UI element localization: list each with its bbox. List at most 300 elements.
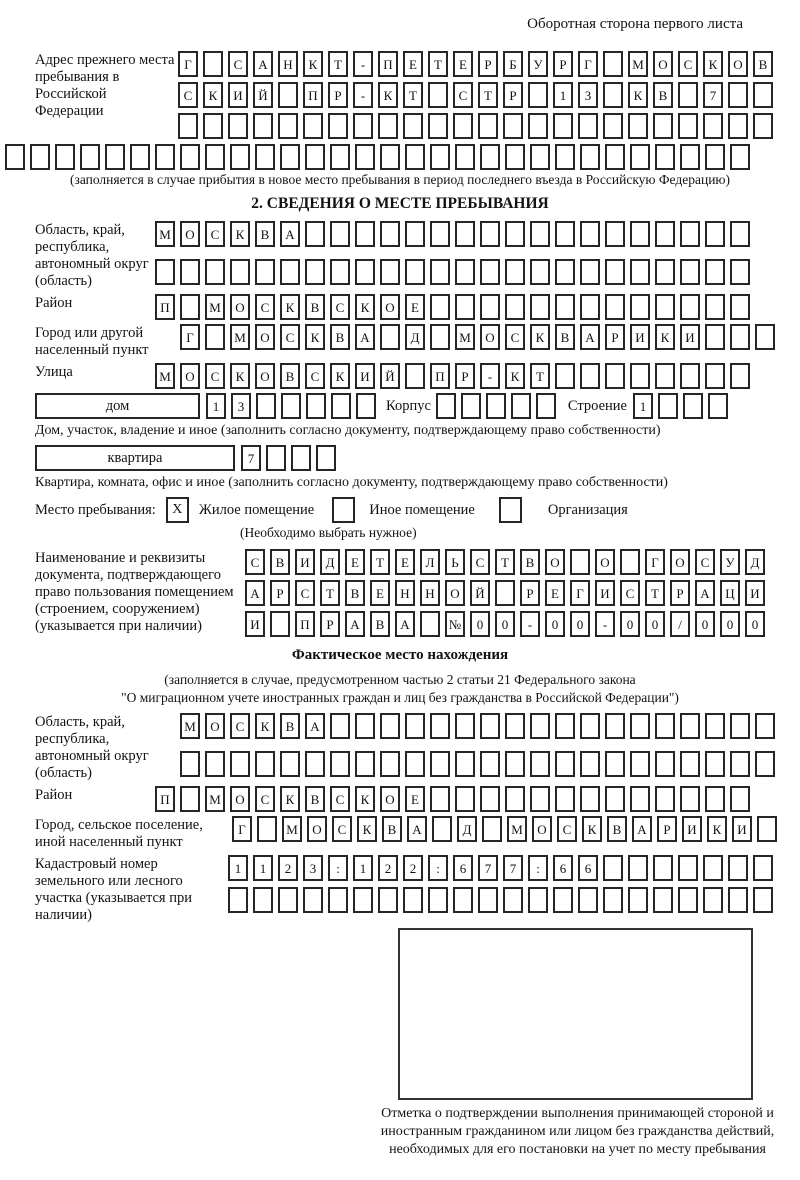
char-cell[interactable] bbox=[205, 144, 225, 170]
char-cell[interactable]: 2 bbox=[378, 855, 398, 881]
char-cell[interactable]: А bbox=[395, 611, 415, 637]
char-cell[interactable] bbox=[705, 221, 725, 247]
char-cell[interactable] bbox=[478, 113, 498, 139]
char-cell[interactable] bbox=[730, 751, 750, 777]
char-cell[interactable]: У bbox=[720, 549, 740, 575]
char-cell[interactable] bbox=[730, 324, 750, 350]
char-cell[interactable]: Р bbox=[605, 324, 625, 350]
char-cell[interactable]: В bbox=[753, 51, 773, 77]
char-cell[interactable]: О bbox=[728, 51, 748, 77]
char-cell[interactable]: 0 bbox=[470, 611, 490, 637]
organization-checkbox[interactable] bbox=[499, 497, 522, 523]
char-cell[interactable] bbox=[505, 751, 525, 777]
char-cell[interactable] bbox=[655, 221, 675, 247]
char-cell[interactable] bbox=[480, 221, 500, 247]
char-cell[interactable] bbox=[253, 887, 273, 913]
char-cell[interactable]: И bbox=[682, 816, 702, 842]
char-cell[interactable] bbox=[530, 713, 550, 739]
char-cell[interactable]: М bbox=[205, 294, 225, 320]
char-cell[interactable] bbox=[203, 113, 223, 139]
char-cell[interactable]: М bbox=[155, 221, 175, 247]
char-cell[interactable] bbox=[705, 786, 725, 812]
char-cell[interactable] bbox=[430, 713, 450, 739]
char-cell[interactable]: 0 bbox=[495, 611, 515, 637]
char-cell[interactable]: О bbox=[205, 713, 225, 739]
char-cell[interactable] bbox=[728, 855, 748, 881]
char-cell[interactable] bbox=[403, 113, 423, 139]
char-cell[interactable]: - bbox=[595, 611, 615, 637]
char-cell[interactable] bbox=[555, 294, 575, 320]
char-cell[interactable] bbox=[705, 324, 725, 350]
char-cell[interactable] bbox=[255, 144, 275, 170]
char-cell[interactable]: О bbox=[380, 786, 400, 812]
char-cell[interactable]: Р bbox=[553, 51, 573, 77]
char-cell[interactable]: К bbox=[255, 713, 275, 739]
char-cell[interactable]: 7 bbox=[503, 855, 523, 881]
char-cell[interactable] bbox=[105, 144, 125, 170]
char-cell[interactable]: К bbox=[530, 324, 550, 350]
char-cell[interactable]: - bbox=[480, 363, 500, 389]
char-cell[interactable] bbox=[680, 751, 700, 777]
char-cell[interactable] bbox=[553, 113, 573, 139]
char-cell[interactable]: Д bbox=[745, 549, 765, 575]
char-cell[interactable] bbox=[730, 786, 750, 812]
char-cell[interactable] bbox=[658, 393, 678, 419]
char-cell[interactable]: А bbox=[345, 611, 365, 637]
char-cell[interactable]: Р bbox=[328, 82, 348, 108]
char-cell[interactable] bbox=[305, 221, 325, 247]
char-cell[interactable] bbox=[655, 144, 675, 170]
char-cell[interactable] bbox=[753, 82, 773, 108]
char-cell[interactable] bbox=[603, 887, 623, 913]
char-cell[interactable] bbox=[430, 786, 450, 812]
char-cell[interactable] bbox=[628, 887, 648, 913]
char-cell[interactable]: Т bbox=[495, 549, 515, 575]
char-cell[interactable]: С bbox=[295, 580, 315, 606]
char-cell[interactable] bbox=[555, 221, 575, 247]
residential-checkbox[interactable]: X bbox=[166, 497, 189, 523]
char-cell[interactable] bbox=[405, 751, 425, 777]
char-cell[interactable]: О bbox=[230, 786, 250, 812]
char-cell[interactable]: К bbox=[703, 51, 723, 77]
char-cell[interactable] bbox=[180, 144, 200, 170]
char-cell[interactable]: У bbox=[528, 51, 548, 77]
char-cell[interactable] bbox=[530, 259, 550, 285]
char-cell[interactable]: С bbox=[280, 324, 300, 350]
char-cell[interactable]: О bbox=[670, 549, 690, 575]
char-cell[interactable] bbox=[430, 221, 450, 247]
char-cell[interactable] bbox=[378, 113, 398, 139]
char-cell[interactable]: Г bbox=[578, 51, 598, 77]
char-cell[interactable]: Е bbox=[453, 51, 473, 77]
char-cell[interactable]: - bbox=[353, 51, 373, 77]
char-cell[interactable] bbox=[432, 816, 452, 842]
char-cell[interactable]: М bbox=[180, 713, 200, 739]
char-cell[interactable] bbox=[653, 113, 673, 139]
char-cell[interactable]: Г bbox=[570, 580, 590, 606]
char-cell[interactable]: М bbox=[628, 51, 648, 77]
char-cell[interactable]: П bbox=[295, 611, 315, 637]
char-cell[interactable] bbox=[480, 294, 500, 320]
char-cell[interactable] bbox=[330, 221, 350, 247]
char-cell[interactable] bbox=[355, 144, 375, 170]
char-cell[interactable] bbox=[405, 259, 425, 285]
char-cell[interactable]: А bbox=[280, 221, 300, 247]
char-cell[interactable]: 1 bbox=[206, 393, 226, 419]
char-cell[interactable] bbox=[5, 144, 25, 170]
char-cell[interactable] bbox=[530, 751, 550, 777]
char-cell[interactable] bbox=[503, 887, 523, 913]
char-cell[interactable] bbox=[303, 113, 323, 139]
char-cell[interactable] bbox=[530, 144, 550, 170]
char-cell[interactable]: : bbox=[528, 855, 548, 881]
char-cell[interactable]: И bbox=[295, 549, 315, 575]
char-cell[interactable]: С bbox=[230, 713, 250, 739]
char-cell[interactable] bbox=[528, 113, 548, 139]
char-cell[interactable]: И bbox=[228, 82, 248, 108]
char-cell[interactable] bbox=[205, 259, 225, 285]
char-cell[interactable]: С bbox=[470, 549, 490, 575]
char-cell[interactable] bbox=[380, 713, 400, 739]
char-cell[interactable]: 1 bbox=[253, 855, 273, 881]
char-cell[interactable] bbox=[405, 713, 425, 739]
char-cell[interactable] bbox=[680, 221, 700, 247]
char-cell[interactable] bbox=[405, 221, 425, 247]
char-cell[interactable]: Т bbox=[530, 363, 550, 389]
char-cell[interactable] bbox=[278, 887, 298, 913]
char-cell[interactable]: С bbox=[178, 82, 198, 108]
char-cell[interactable] bbox=[455, 713, 475, 739]
char-cell[interactable] bbox=[330, 259, 350, 285]
char-cell[interactable]: Е bbox=[405, 786, 425, 812]
char-cell[interactable] bbox=[480, 786, 500, 812]
char-cell[interactable] bbox=[305, 144, 325, 170]
char-cell[interactable]: А bbox=[580, 324, 600, 350]
char-cell[interactable] bbox=[330, 751, 350, 777]
char-cell[interactable]: 7 bbox=[478, 855, 498, 881]
char-cell[interactable] bbox=[630, 363, 650, 389]
char-cell[interactable]: 0 bbox=[545, 611, 565, 637]
char-cell[interactable] bbox=[680, 259, 700, 285]
char-cell[interactable] bbox=[580, 786, 600, 812]
char-cell[interactable] bbox=[530, 221, 550, 247]
char-cell[interactable] bbox=[495, 580, 515, 606]
char-cell[interactable]: В bbox=[370, 611, 390, 637]
char-cell[interactable]: П bbox=[378, 51, 398, 77]
char-cell[interactable]: О bbox=[180, 363, 200, 389]
char-cell[interactable] bbox=[555, 713, 575, 739]
char-cell[interactable]: М bbox=[455, 324, 475, 350]
char-cell[interactable] bbox=[678, 855, 698, 881]
char-cell[interactable] bbox=[256, 393, 276, 419]
char-cell[interactable]: С bbox=[453, 82, 473, 108]
char-cell[interactable] bbox=[730, 363, 750, 389]
char-cell[interactable]: 1 bbox=[353, 855, 373, 881]
char-cell[interactable] bbox=[753, 113, 773, 139]
char-cell[interactable] bbox=[655, 259, 675, 285]
char-cell[interactable]: А bbox=[253, 51, 273, 77]
char-cell[interactable] bbox=[80, 144, 100, 170]
char-cell[interactable]: О bbox=[480, 324, 500, 350]
char-cell[interactable] bbox=[155, 259, 175, 285]
char-cell[interactable]: Н bbox=[278, 51, 298, 77]
char-cell[interactable]: К bbox=[280, 294, 300, 320]
char-cell[interactable] bbox=[353, 887, 373, 913]
char-cell[interactable] bbox=[728, 82, 748, 108]
char-cell[interactable] bbox=[280, 751, 300, 777]
char-cell[interactable] bbox=[728, 113, 748, 139]
char-cell[interactable] bbox=[605, 144, 625, 170]
char-cell[interactable]: С bbox=[330, 294, 350, 320]
char-cell[interactable] bbox=[455, 259, 475, 285]
char-cell[interactable]: О bbox=[545, 549, 565, 575]
char-cell[interactable]: К bbox=[303, 51, 323, 77]
char-cell[interactable]: Р bbox=[455, 363, 475, 389]
char-cell[interactable] bbox=[655, 751, 675, 777]
char-cell[interactable]: Г bbox=[232, 816, 252, 842]
char-cell[interactable]: И bbox=[595, 580, 615, 606]
char-cell[interactable] bbox=[555, 144, 575, 170]
char-cell[interactable] bbox=[378, 887, 398, 913]
char-cell[interactable]: С bbox=[255, 786, 275, 812]
char-cell[interactable]: : bbox=[328, 855, 348, 881]
char-cell[interactable]: В bbox=[305, 294, 325, 320]
char-cell[interactable] bbox=[482, 816, 502, 842]
char-cell[interactable] bbox=[730, 713, 750, 739]
char-cell[interactable]: С bbox=[505, 324, 525, 350]
char-cell[interactable]: Й bbox=[380, 363, 400, 389]
char-cell[interactable]: О bbox=[255, 363, 275, 389]
char-cell[interactable]: С bbox=[557, 816, 577, 842]
char-cell[interactable]: Р bbox=[670, 580, 690, 606]
char-cell[interactable]: И bbox=[355, 363, 375, 389]
char-cell[interactable] bbox=[505, 713, 525, 739]
char-cell[interactable] bbox=[536, 393, 556, 419]
char-cell[interactable] bbox=[205, 751, 225, 777]
char-cell[interactable]: О bbox=[595, 549, 615, 575]
char-cell[interactable] bbox=[270, 611, 290, 637]
char-cell[interactable]: А bbox=[355, 324, 375, 350]
char-cell[interactable] bbox=[655, 786, 675, 812]
char-cell[interactable] bbox=[580, 294, 600, 320]
char-cell[interactable] bbox=[230, 751, 250, 777]
char-cell[interactable] bbox=[281, 393, 301, 419]
char-cell[interactable] bbox=[453, 113, 473, 139]
char-cell[interactable]: С bbox=[205, 363, 225, 389]
char-cell[interactable] bbox=[530, 294, 550, 320]
char-cell[interactable] bbox=[605, 294, 625, 320]
char-cell[interactable] bbox=[203, 51, 223, 77]
char-cell[interactable]: № bbox=[445, 611, 465, 637]
char-cell[interactable] bbox=[603, 82, 623, 108]
char-cell[interactable] bbox=[580, 363, 600, 389]
char-cell[interactable]: П bbox=[155, 294, 175, 320]
char-cell[interactable] bbox=[605, 751, 625, 777]
char-cell[interactable]: Р bbox=[520, 580, 540, 606]
char-cell[interactable] bbox=[486, 393, 506, 419]
char-cell[interactable]: В bbox=[305, 786, 325, 812]
char-cell[interactable] bbox=[380, 751, 400, 777]
char-cell[interactable] bbox=[580, 221, 600, 247]
char-cell[interactable]: Й bbox=[470, 580, 490, 606]
char-cell[interactable] bbox=[480, 144, 500, 170]
char-cell[interactable] bbox=[755, 713, 775, 739]
char-cell[interactable] bbox=[428, 82, 448, 108]
char-cell[interactable]: 0 bbox=[570, 611, 590, 637]
char-cell[interactable] bbox=[730, 294, 750, 320]
char-cell[interactable] bbox=[680, 363, 700, 389]
char-cell[interactable] bbox=[655, 713, 675, 739]
char-cell[interactable]: 3 bbox=[231, 393, 251, 419]
char-cell[interactable] bbox=[228, 887, 248, 913]
confirmation-stamp-box[interactable] bbox=[398, 928, 753, 1100]
char-cell[interactable] bbox=[291, 445, 311, 471]
char-cell[interactable]: М bbox=[205, 786, 225, 812]
char-cell[interactable] bbox=[705, 751, 725, 777]
char-cell[interactable]: В bbox=[607, 816, 627, 842]
char-cell[interactable] bbox=[705, 363, 725, 389]
char-cell[interactable]: К bbox=[330, 363, 350, 389]
char-cell[interactable]: Ц bbox=[720, 580, 740, 606]
char-cell[interactable]: В bbox=[345, 580, 365, 606]
char-cell[interactable]: В bbox=[255, 221, 275, 247]
char-cell[interactable] bbox=[180, 294, 200, 320]
char-cell[interactable]: - bbox=[520, 611, 540, 637]
char-cell[interactable]: С bbox=[228, 51, 248, 77]
char-cell[interactable] bbox=[430, 259, 450, 285]
char-cell[interactable]: О bbox=[307, 816, 327, 842]
char-cell[interactable]: Р bbox=[270, 580, 290, 606]
char-cell[interactable] bbox=[683, 393, 703, 419]
char-cell[interactable] bbox=[755, 751, 775, 777]
char-cell[interactable] bbox=[630, 751, 650, 777]
other-premises-checkbox[interactable] bbox=[332, 497, 355, 523]
char-cell[interactable] bbox=[230, 144, 250, 170]
char-cell[interactable] bbox=[678, 887, 698, 913]
char-cell[interactable]: - bbox=[353, 82, 373, 108]
char-cell[interactable]: И bbox=[245, 611, 265, 637]
char-cell[interactable]: К bbox=[305, 324, 325, 350]
char-cell[interactable] bbox=[730, 221, 750, 247]
char-cell[interactable]: К bbox=[707, 816, 727, 842]
char-cell[interactable] bbox=[620, 549, 640, 575]
char-cell[interactable] bbox=[30, 144, 50, 170]
char-cell[interactable] bbox=[555, 751, 575, 777]
char-cell[interactable]: Д bbox=[405, 324, 425, 350]
char-cell[interactable]: О bbox=[230, 294, 250, 320]
char-cell[interactable]: И bbox=[732, 816, 752, 842]
char-cell[interactable] bbox=[328, 887, 348, 913]
char-cell[interactable]: А bbox=[407, 816, 427, 842]
char-cell[interactable] bbox=[703, 113, 723, 139]
char-cell[interactable] bbox=[730, 144, 750, 170]
char-cell[interactable]: О bbox=[653, 51, 673, 77]
char-cell[interactable] bbox=[278, 113, 298, 139]
char-cell[interactable] bbox=[528, 82, 548, 108]
char-cell[interactable]: О bbox=[255, 324, 275, 350]
char-cell[interactable] bbox=[578, 887, 598, 913]
char-cell[interactable] bbox=[703, 887, 723, 913]
char-cell[interactable]: Г bbox=[178, 51, 198, 77]
char-cell[interactable]: М bbox=[155, 363, 175, 389]
char-cell[interactable] bbox=[680, 713, 700, 739]
char-cell[interactable] bbox=[257, 816, 277, 842]
char-cell[interactable]: Р bbox=[657, 816, 677, 842]
char-cell[interactable]: Й bbox=[253, 82, 273, 108]
char-cell[interactable] bbox=[380, 221, 400, 247]
char-cell[interactable]: Н bbox=[395, 580, 415, 606]
char-cell[interactable] bbox=[230, 259, 250, 285]
char-cell[interactable]: 6 bbox=[553, 855, 573, 881]
char-cell[interactable] bbox=[678, 113, 698, 139]
char-cell[interactable]: Т bbox=[328, 51, 348, 77]
char-cell[interactable] bbox=[580, 751, 600, 777]
char-cell[interactable] bbox=[580, 144, 600, 170]
char-cell[interactable] bbox=[680, 786, 700, 812]
char-cell[interactable]: 1 bbox=[553, 82, 573, 108]
char-cell[interactable]: С bbox=[620, 580, 640, 606]
char-cell[interactable] bbox=[753, 887, 773, 913]
char-cell[interactable] bbox=[330, 713, 350, 739]
char-cell[interactable]: А bbox=[245, 580, 265, 606]
char-cell[interactable]: К bbox=[355, 294, 375, 320]
char-cell[interactable]: Л bbox=[420, 549, 440, 575]
char-cell[interactable]: К bbox=[582, 816, 602, 842]
char-cell[interactable] bbox=[355, 221, 375, 247]
char-cell[interactable] bbox=[705, 713, 725, 739]
char-cell[interactable]: 6 bbox=[453, 855, 473, 881]
char-cell[interactable] bbox=[530, 786, 550, 812]
char-cell[interactable] bbox=[155, 144, 175, 170]
char-cell[interactable] bbox=[653, 855, 673, 881]
char-cell[interactable] bbox=[578, 113, 598, 139]
char-cell[interactable] bbox=[420, 611, 440, 637]
char-cell[interactable]: Т bbox=[320, 580, 340, 606]
char-cell[interactable] bbox=[55, 144, 75, 170]
char-cell[interactable] bbox=[455, 144, 475, 170]
char-cell[interactable] bbox=[655, 363, 675, 389]
char-cell[interactable] bbox=[228, 113, 248, 139]
char-cell[interactable]: К bbox=[203, 82, 223, 108]
char-cell[interactable] bbox=[505, 221, 525, 247]
char-cell[interactable] bbox=[605, 221, 625, 247]
char-cell[interactable]: К bbox=[378, 82, 398, 108]
char-cell[interactable] bbox=[478, 887, 498, 913]
char-cell[interactable] bbox=[503, 113, 523, 139]
char-cell[interactable]: 3 bbox=[578, 82, 598, 108]
char-cell[interactable] bbox=[430, 751, 450, 777]
char-cell[interactable]: О bbox=[380, 294, 400, 320]
char-cell[interactable] bbox=[455, 294, 475, 320]
char-cell[interactable] bbox=[455, 751, 475, 777]
char-cell[interactable] bbox=[505, 259, 525, 285]
char-cell[interactable]: К bbox=[357, 816, 377, 842]
char-cell[interactable]: Е bbox=[370, 580, 390, 606]
char-cell[interactable]: Е bbox=[405, 294, 425, 320]
char-cell[interactable] bbox=[253, 113, 273, 139]
char-cell[interactable] bbox=[430, 144, 450, 170]
char-cell[interactable]: И bbox=[680, 324, 700, 350]
char-cell[interactable]: Д bbox=[457, 816, 477, 842]
char-cell[interactable]: 0 bbox=[745, 611, 765, 637]
char-cell[interactable] bbox=[316, 445, 336, 471]
char-cell[interactable] bbox=[428, 887, 448, 913]
char-cell[interactable]: М bbox=[282, 816, 302, 842]
char-cell[interactable] bbox=[603, 51, 623, 77]
char-cell[interactable]: 0 bbox=[620, 611, 640, 637]
char-cell[interactable] bbox=[130, 144, 150, 170]
char-cell[interactable]: Н bbox=[420, 580, 440, 606]
